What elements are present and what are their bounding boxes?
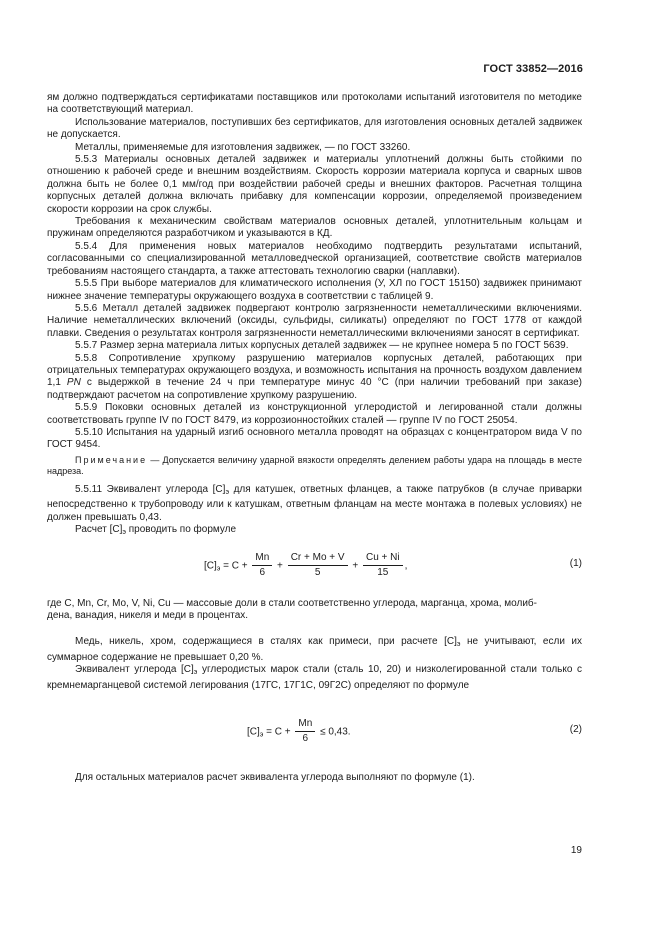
text: проводить по формуле [125,524,237,536]
paragraph: ям должно подтверждаться сертификатами поставщиков или протоколами испытаний изготовителя по методике на соответствующий материал. [47,92,582,116]
numerator: Mn [295,718,315,732]
pn-symbol: PN [66,377,81,389]
paragraph: Использование материалов, поступивших без сертификатов, для изготовления основных деталей задвижек не допускается. [47,116,582,141]
denominator: 15 [377,567,389,578]
plus-sign: + [274,560,286,572]
subscript: э [216,565,221,573]
text: для катушек, ответных фланцев, а также патрубков (в случае приварки непосредственно к трубопроводу или к катушкам, ответным фланцам на месте монтажа в полевых условиях) не должен превышать 0,43. [47,483,582,523]
fraction [252,552,272,580]
note [47,455,582,478]
formula-2-body [247,718,351,746]
text: углеродистых марок стали (сталь 10, 20) и низколегированной стали только с кремнемарганцевой системой легирования (17ГС, 17Г1С, 09Г2С) определяют по формуле [47,664,582,691]
text: 5.5.11 Эквивалент углерода [C] [75,483,226,495]
text: Эквивалент углерода [C] [75,664,194,676]
paragraph-5-5-5: 5.5.5 При выборе материалов для климатического исполнения (У, ХЛ по ГОСТ 15150) задвижек принимают нижнее значение температуры окружающего воздуха в соответствии с таблицей 9. [47,278,582,302]
where-lhs: где C, Mn, Cr, Mo, V, Ni, Cu — [47,597,187,609]
where-clause [47,598,582,610]
paragraph: Для остальных материалов расчет эквивалента углерода выполняют по формуле (1). [75,772,475,784]
paragraph-5-5-7: 5.5.7 Размер зерна материала литых корпусных деталей задвижек — не крупнее номера 5 по ГОСТ 5639. [75,340,569,352]
formula-2 [47,710,582,750]
denominator: 6 [302,733,309,745]
paragraph [47,664,582,692]
formula-number: (2) [569,724,582,736]
paragraph-5-5-3: 5.5.3 Материалы основных деталей задвижек и материалы уплотнений должны быть стойкими по отношению к рабочей среде и внешним воздействиям. Скорость коррозии материала корпуса и сварных швов должна быть не более 0,1 мм/год при воздействии рабочей среды и внешних факторов. Расчетная толщина корпусных деталей должна включать прибавку для компенсации коррозии, определяемой произведением скорости коррозии на срок службы. [47,154,582,215]
paragraph: Требования к механическим свойствам материалов основных деталей, уплотнительным кольцам и пружинам определяются разработчиком и указываются в КД. [47,216,582,240]
denominator: 5 [314,567,321,578]
page-number: 19 [570,845,582,856]
document-header: ГОСТ 33852—2016 [483,63,583,75]
subscript: э [122,529,126,537]
paragraph-5-5-9: 5.5.9 Поковки основных деталей из конструкционной углеродистой и легированной стали должны соответствовать группе IV по ГОСТ 8479, из коррозионностойких сталей — группе IV по ГОСТ 25054. [47,402,582,426]
numerator: Cr + Mo + V [288,552,348,566]
subscript: э [456,641,461,649]
formula-tail: ≤ 0,43. [317,726,351,738]
fraction [363,552,403,580]
formula-lhs: [C] [204,560,217,572]
document-body [47,92,582,784]
fraction [295,718,315,746]
text: не учитывают, если их суммарное содержание не превышает 0,20 %. [47,636,582,663]
text: Медь, никель, хром, содержащиеся в сталях как примеси, при расчете [C] [75,636,457,648]
plus-sign: + [349,560,361,572]
formula-eq: = C + [263,726,294,738]
paragraph [47,636,582,664]
formula-lhs: [C] [247,726,260,738]
text: Расчет [C] [75,524,123,536]
paragraph-5-5-8 [47,353,582,403]
where-continuation: дена, ванадия, никеля и меди в процентах. [47,610,249,621]
text: 5.5.8 Сопротивление хрупкому разрушению материалов корпусных деталей, работающих при отрицательных температурах окружающего воздуха, и возможность испытания на прочность воздухом давлением 1,1 [47,352,582,389]
paragraph-5-5-11 [47,484,582,524]
formula-eq: = C + [220,560,251,572]
denominator: 6 [259,567,266,578]
subscript: э [259,731,264,739]
numerator: Mn [252,552,272,566]
formula-1 [47,544,582,584]
numerator: Cu + Ni [363,552,403,566]
where-rhs: массовые доли в стали соответственно углерода, марганца, хрома, молиб- [186,597,537,609]
paragraph-5-5-6: 5.5.6 Металл деталей задвижек подвергают контролю загрязненности неметаллическими включениями. Наличие неметаллических включений (оксиды, сульфиды, силикаты) определяют по ГОСТ 1778 от каждой плавки. Сведения о результатах контроля загрязненности неметаллическими включениями заносят в сертификат. [47,302,582,339]
paragraph [47,524,582,539]
paragraph-5-5-10: 5.5.10 Испытания на ударный изгиб основного металла проводят на образцах с концентратором вида V по ГОСТ 9454. [47,426,582,451]
text: с выдержкой в течение 24 ч при температуре минус 40 °С (при наличии требований при заказе) подтверждают расчетом на сопротивление хрупкому разрушению. [47,377,582,401]
note-label: Примечание [75,454,148,465]
subscript: э [225,488,230,496]
paragraph-5-5-4: 5.5.4 Для применения новых материалов необходимо подтвердить результатами испытаний, согласованными со специализированной металловедческой организацией, соответствие свойств материалов требованиям настоящего стандарта, а также аттестовать технологию сварки (наплавки). [47,240,582,277]
subscript: э [193,669,198,677]
fraction [288,552,348,580]
formula-number: (1) [569,557,582,569]
note-text: — Допускается величину ударной вязкости определять делением работы удара на площадь в месте надреза. [47,454,582,477]
paragraph: Металлы, применяемые для изготовления задвижек, — по ГОСТ 33260. [75,141,411,153]
formula-tail: , [404,560,408,572]
formula-1-body [204,552,407,580]
